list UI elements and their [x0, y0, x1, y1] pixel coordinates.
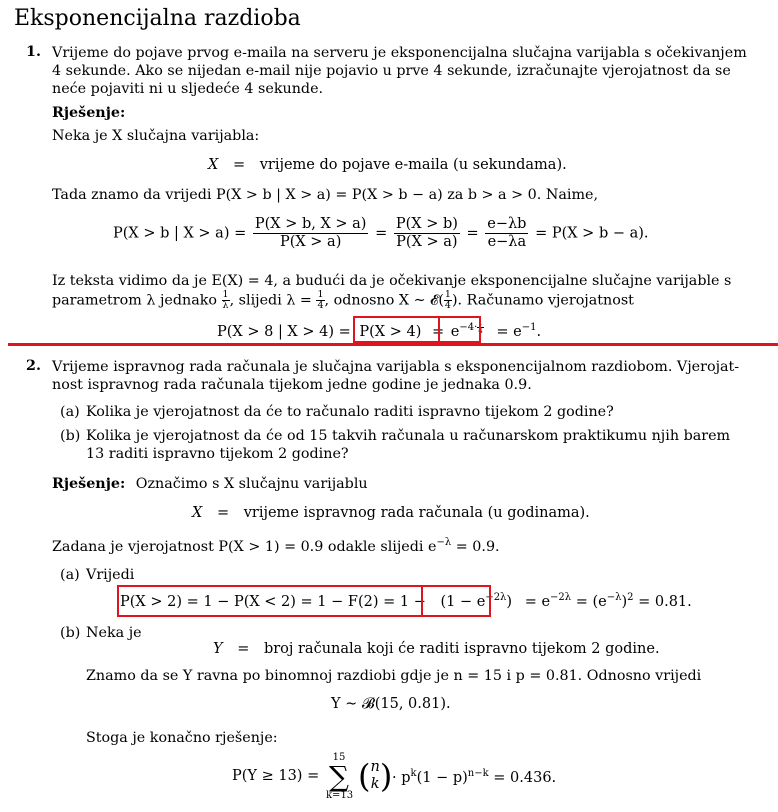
fraction-3: $\frac{e-\lambda b}{e-\lambda a}$	[487, 216, 527, 250]
question-b-text-line-1: Kolika je vjerojatnost da će od 15 takvih računala u računarskom praktikumu njih barem	[86, 428, 731, 444]
sum-term: · $p^k(1 - p)^{n-k} = 0.436$.	[392, 768, 557, 786]
highlight-box-p-x-gt-4	[353, 316, 440, 343]
problem-1-solution-line-1: Neka je X slučajna varijabla:	[52, 128, 260, 144]
problem-2-number: 2.	[26, 358, 41, 374]
part-a-label: (a)	[60, 567, 80, 583]
problem-1-text-line-2: 4 sekunde. Ako se nijedan e-mail nije pojavio u prve 4 sekunde, izračunajte vjerojatnost da se	[52, 63, 731, 79]
problem-1-solution-label: Rješenje:	[52, 105, 126, 121]
binomial-coefficient: ( n k )	[358, 757, 393, 795]
problem-2-solution-line-2: Zadana je vjerojatnost P(X > 1) = 0.9 odakle slijedi $e^{-\lambda} = 0.9$.	[52, 537, 500, 555]
part-b-line-2: Stoga je konačno rješenje:	[86, 730, 278, 746]
problem-1-final-equation: P(X > 8 | $X > 4) = P(X > 4) = e^{-4\cdot \frac{1}{4}}$ = $e^{-1}$.	[217, 319, 542, 340]
eq-lhs: P(X > b | X > a) =	[113, 225, 247, 242]
problem-2-text-line-1: Vrijeme ispravnog rada računala je slučajna varijabla s eksponencijalnom razdiobom. Vjerojat-	[52, 359, 740, 375]
problem-1-definition	[208, 157, 567, 173]
problem-1-text-line-3: neće pojaviti ni u sljedeće 4 sekunde.	[52, 81, 324, 97]
fraction-2: $\frac{P(X > b)}{P(X > a)}$	[395, 216, 458, 250]
part-b-text: Neka je	[86, 625, 142, 641]
part-a-equation: $P(X > 2) = 1 - P(X < 2) = 1 - F(2) = 1 - (1 - e^{-2\lambda}) = e^{-2\lambda} = (e^{-\lambda})^2 = 0.81$.	[120, 592, 692, 610]
problem-2-solution-line-1: Rješenje: Označimo s X slučajnu varijablu	[52, 476, 368, 492]
summation: 15 ∑ k=13	[326, 752, 354, 801]
highlight-box-complement	[421, 585, 491, 617]
page-title: Eksponencijalna razdioba	[14, 6, 301, 31]
question-a-text: Kolika je vjerojatnost da će to računalo raditi ispravno tijekom 2 godine?	[86, 404, 614, 420]
problem-2-definition: X = vrijeme ispravnog rada računala (u godinama).	[192, 505, 590, 521]
part-b-line-1: Znamo da se Y ravna po binomnoj razdiobi gdje je n = 15 i p = 0.81. Odnosno vrijedi	[86, 668, 702, 684]
part-b-label: (b)	[60, 625, 81, 641]
highlight-box-exponential	[438, 316, 481, 343]
problem-1-number: 1.	[26, 44, 41, 60]
eq-rhs: = P(X > b − a).	[535, 225, 649, 242]
separator-line	[8, 343, 778, 346]
problem-1-solution-line-3: Iz teksta vidimo da je E(X) = 4, a budući da je očekivanje eksponencijalne slučajne varijable s	[52, 273, 732, 289]
problem-1-conditional-equation: P(X > b | X > a) = $\frac{P(X > b, X > a)}{P(X > a)}$ = $\frac{P(X > b)}{P(X > a)}$ = $\frac{e-\lambda b}{e-\lambda a}$ = P(X > b − a).	[113, 216, 649, 250]
question-a-label: (a)	[60, 404, 80, 420]
part-b-definition: Y = broj računala koji će raditi ispravno tijekom 2 godine.	[213, 641, 660, 657]
problem-2-text-line-2: nost ispravnog rada računala tijekom jedne godine je jednaka 0.9.	[52, 377, 532, 393]
part-a-text: Vrijedi	[86, 567, 135, 583]
problem-1-solution-line-2: Tada znamo da vrijedi P(X > b | X > a) = P(X > b − a) za b > a > 0. Naime,	[52, 187, 599, 203]
def-variable: X	[208, 157, 219, 173]
def-equals: =	[232, 157, 246, 173]
highlight-box-derivation	[117, 585, 423, 617]
part-b-distribution: Y ∼ 𝓑(15, 0.81).	[331, 696, 451, 712]
question-b-label: (b)	[60, 428, 81, 444]
problem-1-solution-line-4: parametrom λ jednako $\frac{1}{\lambda}$ , slijedi λ = $\frac{1}{4}$ , odnosno X ∼ 𝓔( $\frac{1}{4}$ ). Računamo vjerojatnost	[52, 289, 634, 311]
problem-1-text-line-1: Vrijeme do pojave prvog e-maila na serveru je eksponencijalna slučajna varijabla s očekivanjem	[52, 45, 747, 61]
def-text: vrijeme do pojave e-maila (u sekundama).	[259, 157, 567, 173]
question-b-text-line-2: 13 raditi ispravno tijekom 2 godine?	[86, 446, 349, 462]
fraction-1: $\frac{P(X > b, X > a)}{P(X > a)}$	[254, 216, 367, 250]
part-b-final-equation: P(Y ≥ 13) =	[232, 768, 320, 784]
